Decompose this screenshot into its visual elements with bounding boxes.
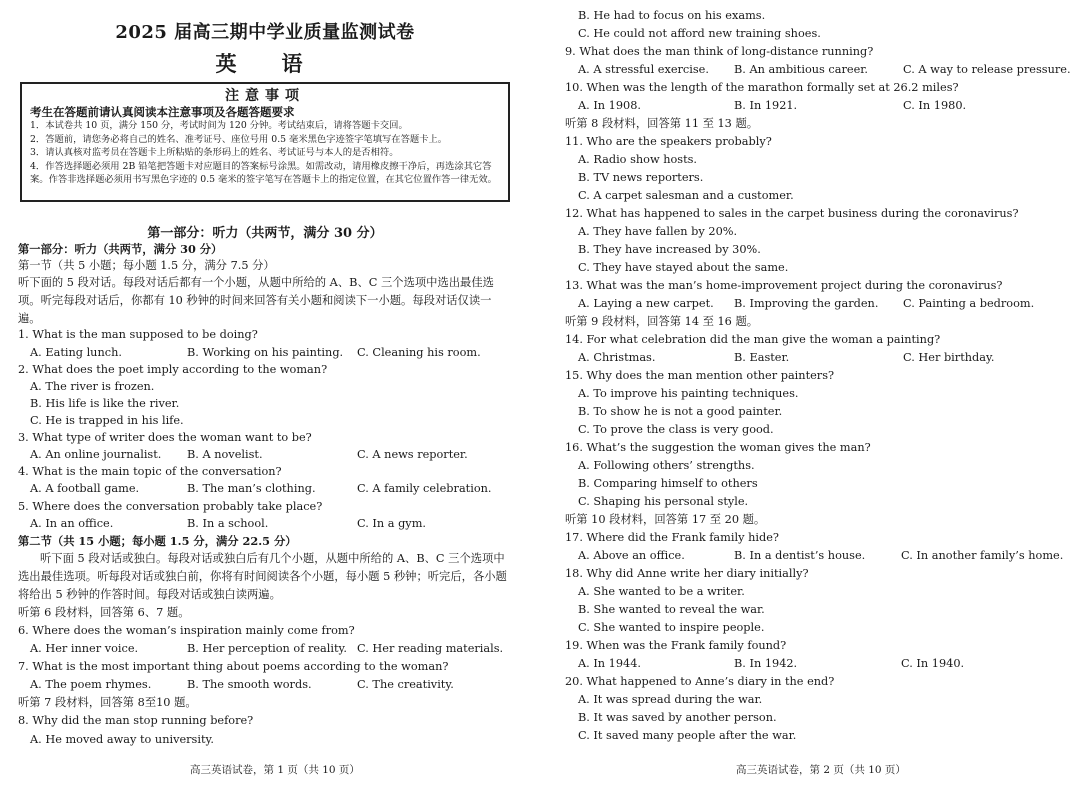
option-b: B. The smooth words. bbox=[187, 678, 312, 691]
option-b: B. An ambitious career. bbox=[734, 63, 869, 76]
option-c: C. A family celebration. bbox=[357, 482, 492, 495]
option-a: A. Following others’ strengths. bbox=[578, 459, 755, 472]
option-b: B. Improving the garden. bbox=[734, 297, 879, 310]
option-c: C. A way to release pressure. bbox=[903, 63, 1071, 76]
option-c: C. A carpet salesman and a customer. bbox=[578, 189, 794, 202]
material-heading: 听第 6 段材料，回答第 6、7 题。 bbox=[18, 606, 190, 619]
option-b: B. It was saved by another person. bbox=[578, 711, 777, 724]
option-a: A. The river is frozen. bbox=[30, 380, 155, 393]
option-a: A. In 1908. bbox=[578, 99, 642, 112]
question-stem: 5. Where does the conversation probably take place? bbox=[18, 500, 323, 513]
option-c: C. Her reading materials. bbox=[357, 642, 504, 655]
question-stem: 3. What type of writer does the woman want to be? bbox=[18, 431, 312, 444]
option-c: C. Cleaning his room. bbox=[357, 346, 481, 359]
page-footer: 高三英语试卷，第 1 页（共 10 页） bbox=[190, 764, 360, 776]
question-stem: 8. Why did the man stop running before? bbox=[18, 714, 254, 727]
notice-box bbox=[20, 82, 510, 202]
option-b: B. Comparing himself to others bbox=[578, 477, 758, 490]
option-c: C. Painting a bedroom. bbox=[903, 297, 1035, 310]
material-heading: 听第 10 段材料，回答第 17 至 20 题。 bbox=[565, 513, 766, 526]
question-stem: 10. When was the length of the marathon formally set at 26.2 miles? bbox=[565, 81, 959, 94]
option-c: C. In a gym. bbox=[357, 517, 426, 530]
option-b: B. In a school. bbox=[187, 517, 269, 530]
option-c: C. It saved many people after the war. bbox=[578, 729, 797, 742]
notice-item: 2．答题前，请您务必将自己的姓名、准考证号、座位号用 0.5 毫米黑色字迹签字笔填写在答题卡上。 bbox=[30, 133, 448, 145]
question-stem: 15. Why does the man mention other painters? bbox=[565, 369, 835, 382]
option-c: C. In 1940. bbox=[901, 657, 965, 670]
question-stem: 9. What does the man think of long-distance running? bbox=[565, 45, 874, 58]
option-c: C. He is trapped in his life. bbox=[30, 414, 184, 427]
question-stem: 13. What was the man’s home-improvement project during the coronavirus? bbox=[565, 279, 1003, 292]
option-a: A. Eating lunch. bbox=[30, 346, 122, 359]
option-a: A. In an office. bbox=[30, 517, 114, 530]
section1-title: 第一节（共 5 小题；每小题 1.5 分，满分 7.5 分） bbox=[18, 259, 275, 272]
option-b: B. They have increased by 30%. bbox=[578, 243, 761, 256]
option-c: C. Shaping his personal style. bbox=[578, 495, 749, 508]
option-b: B. In 1942. bbox=[734, 657, 798, 670]
question-stem: 1. What is the man supposed to be doing? bbox=[18, 328, 258, 341]
option-a: A. The poem rhymes. bbox=[30, 678, 152, 691]
option-c: C. They have stayed about the same. bbox=[578, 261, 789, 274]
question-stem: 14. For what celebration did the man give the woman a painting? bbox=[565, 333, 941, 346]
option-b: B. Her perception of reality. bbox=[187, 642, 348, 655]
question-stem: 4. What is the main topic of the conversation? bbox=[18, 465, 282, 478]
notice-item: 4．作答选择题必须用 2B 铅笔把答题卡对应题目的答案标号涂黑。如需改动，请用橡皮擦干净后，再选涂其它答案。作答非选择题必须用书写黑色字迹的 0.5 毫米的签字笔写在答题卡上的指定位置，在其它位置作答一律无效。 bbox=[30, 160, 497, 185]
option-a: A. Radio show hosts. bbox=[578, 153, 698, 166]
page-1 bbox=[0, 0, 530, 800]
page-footer: 高三英语试卷，第 2 页（共 10 页） bbox=[736, 764, 906, 776]
part-subheading: 第一部分：听力（共两节，满分 30 分） bbox=[18, 242, 223, 256]
material-heading: 听第 8 段材料，回答第 11 至 13 题。 bbox=[565, 117, 759, 130]
question-stem: 20. What happened to Anne’s diary in the end? bbox=[565, 675, 835, 688]
option-a: A. A football game. bbox=[30, 482, 140, 495]
question-stem: 18. Why did Anne write her diary initially? bbox=[565, 567, 809, 580]
question-stem: 11. Who are the speakers probably? bbox=[565, 135, 772, 148]
option-c: C. In 1980. bbox=[903, 99, 967, 112]
part-heading: 第一部分：听力（共两节，满分 30 分） bbox=[147, 226, 383, 241]
option-c: C. Her birthday. bbox=[903, 351, 995, 364]
option-a: A. She wanted to be a writer. bbox=[578, 585, 745, 598]
notice-item: 1．本试卷共 10 页，满分 150 分，考试时间为 120 分钟。考试结束后，请将答题卡交回。 bbox=[30, 120, 408, 131]
page-2 bbox=[548, 0, 1071, 800]
option-a: A. An online journalist. bbox=[30, 448, 162, 461]
material-heading: 听第 9 段材料，回答第 14 至 16 题。 bbox=[565, 315, 759, 328]
option-a: A. A stressful exercise. bbox=[578, 63, 709, 76]
section1-instructions: 听下面的 5 段对话。每段对话后都有一个小题，从题中所给的 A、B、C 三个选项中选出最佳选项。听完每段对话后，你都有 10 秒钟的时间来回答有关小题和阅读下一小题。每段对话仅读一遍。 bbox=[18, 276, 494, 325]
option-c: C. She wanted to inspire people. bbox=[578, 621, 765, 634]
option-a: A. Her inner voice. bbox=[30, 642, 139, 655]
option-a: A. Laying a new carpet. bbox=[578, 297, 714, 310]
option-b: B. To show he is not a good painter. bbox=[578, 405, 783, 418]
option-c: C. He could not afford new training shoes. bbox=[578, 27, 821, 40]
material-heading: 听第 7 段材料，回答第 8至10 题。 bbox=[18, 696, 197, 709]
notice-title: 注意事项 bbox=[225, 88, 305, 104]
option-c: C. The creativity. bbox=[357, 678, 454, 691]
option-b: B. She wanted to reveal the war. bbox=[578, 603, 765, 616]
option-b: B. In 1921. bbox=[734, 99, 798, 112]
question-stem: 16. What’s the suggestion the woman gives the man? bbox=[565, 441, 871, 454]
question-stem: 7. What is the most important thing about poems according to the woman? bbox=[18, 660, 449, 673]
option-a: A. They have fallen by 20%. bbox=[578, 225, 738, 238]
option-a: A. It was spread during the war. bbox=[578, 693, 763, 706]
option-a: A. To improve his painting techniques. bbox=[578, 387, 799, 400]
option-a: A. Above an office. bbox=[578, 549, 685, 562]
question-stem: 17. Where did the Frank family hide? bbox=[565, 531, 779, 544]
option-b: B. Easter. bbox=[734, 351, 790, 364]
option-c: C. To prove the class is very good. bbox=[578, 423, 774, 436]
question-stem: 12. What has happened to sales in the carpet business during the coronavirus? bbox=[565, 207, 1019, 220]
option-b: B. Working on his painting. bbox=[187, 346, 344, 359]
option-c: C. A news reporter. bbox=[357, 448, 468, 461]
section2-instructions: 听下面 5 段对话或独白。每段对话或独白后有几个小题，从题中所给的 A、B、C 三个选项中选出最佳选项。听每段对话或独白前，你将有时间阅读各个小题，每小题 5 秒钟；听完后，各小题将给出 5 秒钟的作答时间。每段对话或独白读两遍。 bbox=[18, 552, 507, 601]
question-stem: 6. Where does the woman’s inspiration mainly come from? bbox=[18, 624, 355, 637]
question-stem: 19. When was the Frank family found? bbox=[565, 639, 787, 652]
subject-title: 英 语 bbox=[215, 51, 315, 76]
question-stem: 2. What does the poet imply according to the woman? bbox=[18, 363, 328, 376]
notice-subtitle: 考生在答题前请认真阅读本注意事项及各题答题要求 bbox=[30, 105, 295, 119]
notice-item: 3．请认真核对监考员在答题卡上所粘贴的条形码上的姓名、考试证号与本人的是否相符。 bbox=[30, 147, 399, 158]
option-b: B. He had to focus on his exams. bbox=[578, 9, 766, 22]
option-b: B. TV news reporters. bbox=[578, 171, 704, 184]
option-a: A. Christmas. bbox=[578, 351, 656, 364]
exam-title: 2025 届高三期中学业质量监测试卷 bbox=[115, 22, 415, 43]
section2-title: 第二节（共 15 小题；每小题 1.5 分，满分 22.5 分） bbox=[18, 534, 297, 548]
option-b: B. The man’s clothing. bbox=[187, 482, 316, 495]
option-a: A. In 1944. bbox=[578, 657, 642, 670]
option-b: B. A novelist. bbox=[187, 448, 263, 461]
option-c: C. In another family’s home. bbox=[901, 549, 1064, 562]
option-a: A. He moved away to university. bbox=[30, 733, 214, 746]
option-b: B. His life is like the river. bbox=[30, 397, 180, 410]
option-b: B. In a dentist’s house. bbox=[734, 549, 866, 562]
